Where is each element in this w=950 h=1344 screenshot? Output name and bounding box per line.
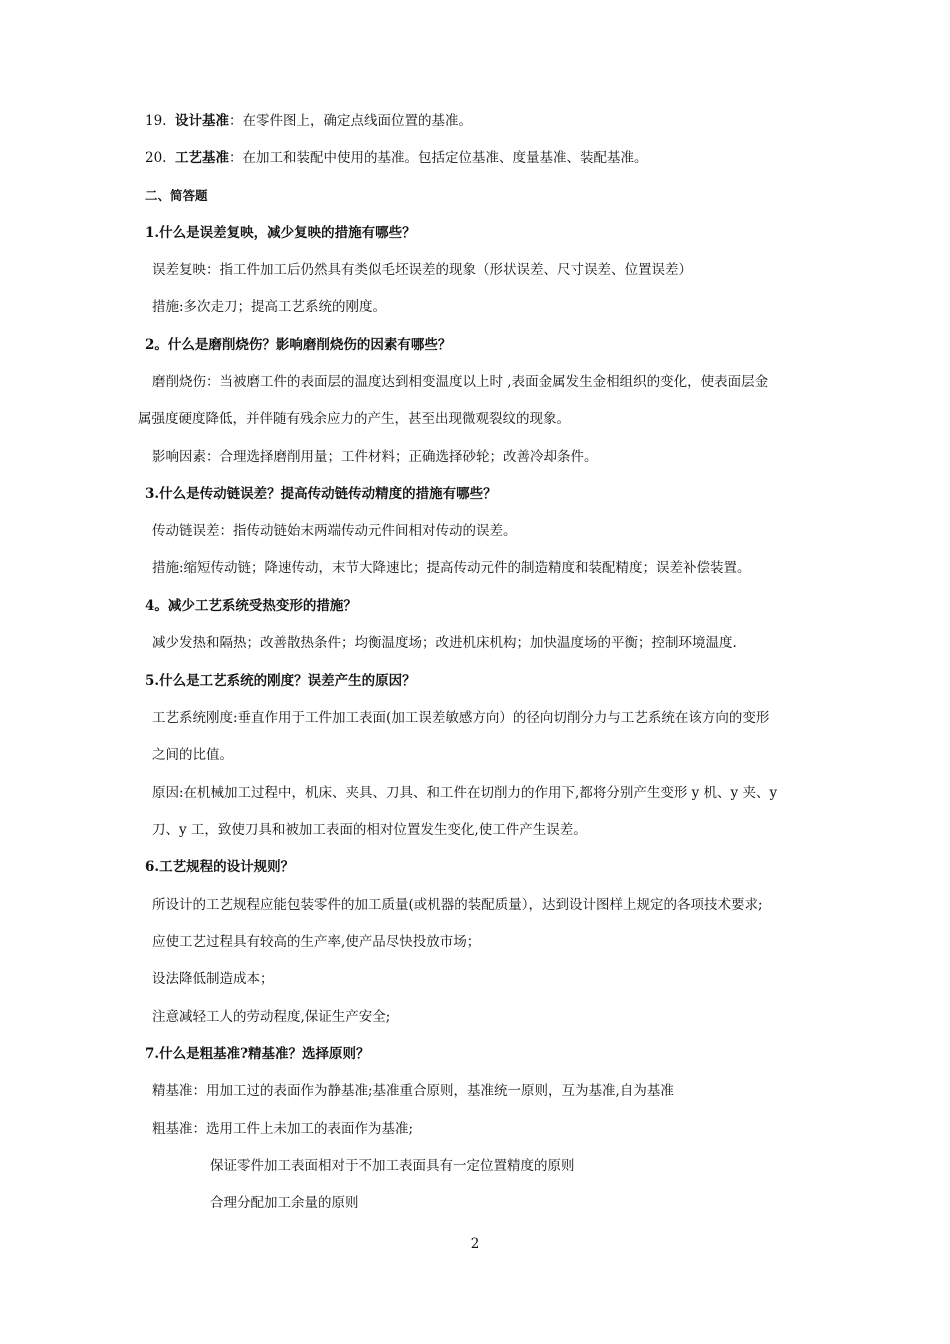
answer-line: 所设计的工艺规程应能包装零件的加工质量(或机器的装配质量），达到设计图样上规定的各项技术要求; [152, 897, 763, 913]
answer-line: 措施:缩短传动链；降速传动，末节大降速比；提高传动元件的制造精度和装配精度；误差补偿装置。 [152, 560, 751, 576]
definition-term: 工艺基准 [175, 150, 229, 166]
answer-line: 设法降低制造成本； [152, 971, 274, 987]
page-number: 2 [470, 1236, 480, 1252]
question-title: 3.什么是传动链误差？提高传动链传动精度的措施有哪些？ [145, 486, 497, 502]
answer-line: 磨削烧伤：当被磨工件的表面层的温度达到相变温度以上时 ,表面金属发生金相组织的变化，使表面层金 [152, 374, 769, 390]
answer-line: 精基准：用加工过的表面作为静基准;基准重合原则，基准统一原则，互为基准,自为基准 [152, 1083, 674, 1099]
answer-line: 注意减轻工人的劳动程度,保证生产安全; [152, 1009, 391, 1025]
definition-item [145, 111, 472, 131]
item-number: 19. [145, 113, 167, 129]
question-title: 6.工艺规程的设计规则？ [145, 859, 295, 875]
answer-line: 属强度硬度降低，并伴随有残余应力的产生，甚至出现微观裂纹的现象。 [138, 411, 570, 427]
item-number: 20. [145, 150, 167, 166]
question-title: 1.什么是误差复映，减少复映的措施有哪些？ [145, 225, 416, 241]
answer-line: 措施:多次走刀；提高工艺系统的刚度。 [152, 299, 387, 315]
answer-line: 工艺系统刚度:垂直作用于工件加工表面(加工误差敏感方向）的径向切削分力与工艺系统在该方向的变形 [152, 710, 770, 726]
answer-line: 粗基准：选用工件上未加工的表面作为基准; [152, 1121, 414, 1137]
definition-text: ：在零件图上，确定点线面位置的基准。 [229, 113, 472, 129]
answer-line: 误差复映：指工件加工后仍然具有类似毛坯误差的现象（形状误差、尺寸误差、位置误差） [152, 262, 692, 278]
answer-line: 应使工艺过程具有较高的生产率,使产品尽快投放市场； [152, 934, 481, 950]
answer-line: 减少发热和隔热；改善散热条件；均衡温度场；改进机床机构；加快温度场的平衡；控制环境温度. [152, 635, 737, 651]
answer-line-indented: 合理分配加工余量的原则 [210, 1195, 359, 1211]
question-title: 4。减少工艺系统受热变形的措施？ [145, 598, 357, 614]
question-title: 5.什么是工艺系统的刚度？误差产生的原因？ [145, 673, 416, 689]
section-title: 二、简答题 [145, 188, 208, 203]
question-title: 2。什么是磨削烧伤？影响磨削烧伤的因素有哪些？ [145, 337, 452, 353]
answer-line-indented: 保证零件加工表面相对于不加工表面具有一定位置精度的原则 [210, 1158, 575, 1174]
answer-line: 之间的比值。 [152, 747, 233, 763]
answer-line: 原因:在机械加工过程中，机床、夹具、刀具、和工件在切削力的作用下,都将分别产生变形 y 机、y 夹、y [152, 785, 778, 801]
answer-line: 刀、y 工，致使刀具和被加工表面的相对位置发生变化,使工件产生误差。 [152, 822, 587, 838]
definition-item [145, 148, 648, 168]
question-title: 7.什么是粗基准?精基准？选择原则？ [145, 1046, 370, 1062]
definition-term: 设计基准 [175, 113, 229, 129]
answer-line: 传动链误差：指传动链始末两端传动元件间相对传动的误差。 [152, 523, 517, 539]
answer-line: 影响因素：合理选择磨削用量；工件材料；正确选择砂轮；改善冷却条件。 [152, 449, 598, 465]
definition-text: ：在加工和装配中使用的基准。包括定位基准、度量基准、装配基准。 [229, 150, 648, 166]
